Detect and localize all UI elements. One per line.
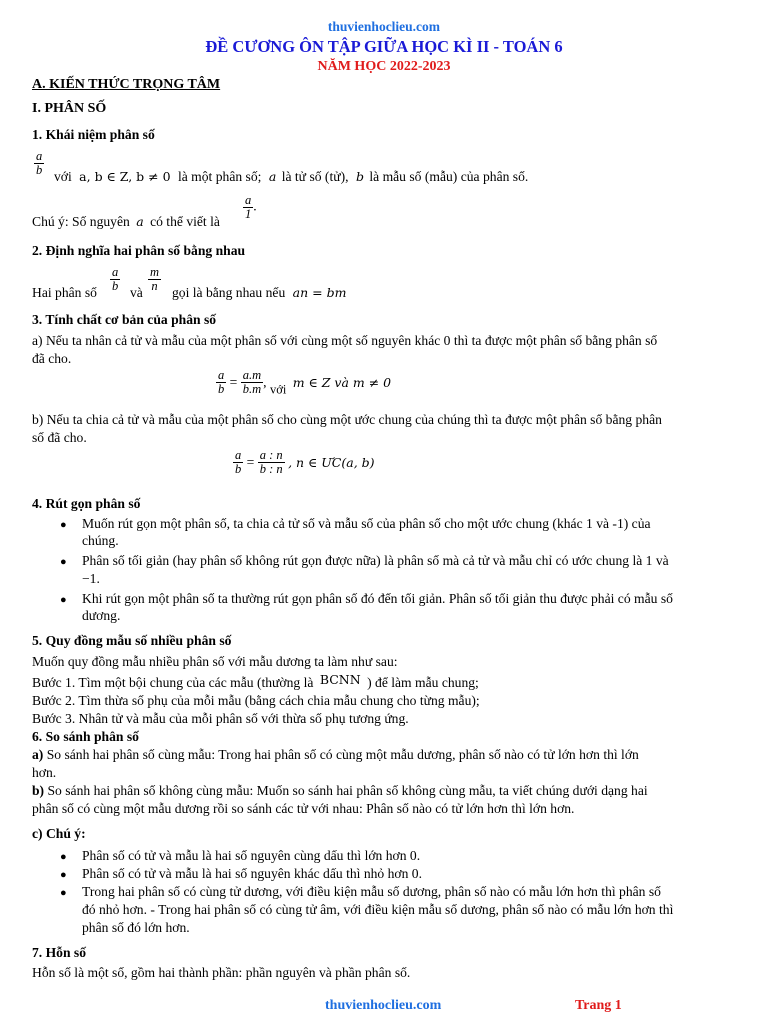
s6-c-bullet-2: Phân số có tử và mẫu là hai số nguyên khác dấu thì nhỏ hơn 0. [82, 866, 422, 881]
s5-heading: 5. Quy đồng mẫu số nhiều phân số [32, 633, 232, 648]
s7-text: Hỗn số là một số, gồm hai thành phần: phần nguyên và phần phân số. [32, 965, 411, 980]
bullet-icon: ● [60, 887, 67, 899]
part-i-heading: I. PHÂN SỐ [32, 101, 107, 116]
s5-intro: Muốn quy đồng mẫu nhiều phân số với mẫu dương ta làm như sau: [32, 654, 398, 669]
s6-c-bullet-3-line1: Trong hai phân số có cùng tử dương, với điều kiện mẫu số dương, phân số nào có mẫu lớn hơn thì phân số [82, 884, 661, 899]
s2-text-start: Hai phân số [32, 285, 97, 300]
s3-b-line1: b) Nếu ta chia cả tử và mẫu của một phân số cho cùng một ước chung của chúng thì ta được một phân số bằng phân [32, 412, 662, 427]
page-number: Trang 1 [575, 998, 622, 1013]
header-site[interactable]: thuvienhoclieu.com [327, 19, 441, 34]
s6-heading: 6. So sánh phân số [32, 729, 139, 744]
s3-a-line1: a) Nếu ta nhân cả tử và mẫu của một phân số với cùng một số nguyên khác 0 thì ta được một phân số bằng phân số [32, 333, 658, 348]
s6-b-line1: b) So sánh hai phân số không cùng mẫu: Muốn so sánh hai phân số không cùng mẫu, ta viết chúng dưới dạng hai [32, 783, 648, 798]
s3-formula-1: $\frac{a}{b}$ = $\frac{a.m}{b.m}$ , với m ∈ Z và m ≠ 0 [218, 368, 392, 397]
s4-bullet-2-line2: −1. [82, 571, 100, 586]
s1-line: với a, b ∈ Z, b ≠ 0 là một phân số; a là tử số (tử), b là mẫu số (mẫu) của phân số. [54, 169, 529, 184]
bullet-icon: ● [60, 556, 67, 568]
s3-heading: 3. Tính chất cơ bản của phân số [32, 312, 217, 327]
s3-b-line2: số đã cho. [32, 430, 87, 445]
s7-heading: 7. Hỗn số [32, 945, 87, 960]
s6-c-bullet-3-line2: đó nhỏ hơn. - Trong hai phân số có cùng tử âm, với điều kiện mẫu số dương, phân số nào có mẫu lớn hơn thì [82, 902, 674, 917]
s3-a-line2: đã cho. [32, 351, 72, 366]
s6-c-bullet-1: Phân số có tử và mẫu là hai số nguyên cùng dấu thì lớn hơn 0. [82, 848, 421, 863]
s3-formula-2: $\frac{a}{b}$ = $\frac{a : n}{b : n}$ , n ∈ ƯC(a, b) [235, 448, 375, 476]
bullet-icon: ● [60, 594, 67, 606]
s1-note-fraction: $\frac{a}{1}$ . [245, 193, 257, 221]
s6-a-line2: hơn. [32, 765, 57, 780]
s4-bullet-2-line1: Phân số tối giản (hay phân số không rút gọn được nữa) là phân số mà cả tử và mẫu chỉ có ước chung là 1 và [82, 553, 669, 568]
s6-b-line2: phân số có cùng một mẫu dương rồi so sánh các tử với nhau: Phân số nào có tử lớn hơn thì lớn hơn. [32, 801, 575, 816]
s5-step-1: Bước 1. Tìm một bội chung của các mẫu (thường là BCNN ) để làm mẫu chung; [32, 672, 479, 690]
s2-text-end: gọi là bằng nhau nếu an = bm [172, 285, 347, 300]
bullet-icon: ● [60, 519, 67, 531]
s4-bullet-3-line2: dương. [82, 608, 121, 623]
s6-c-heading: c) Chú ý: [32, 826, 86, 841]
footer-site-link[interactable]: thuvienhoclieu.com [325, 998, 442, 1013]
s1-note: Chú ý: Số nguyên a có thể viết là [32, 214, 220, 229]
s2-heading: 2. Định nghĩa hai phân số bằng nhau [32, 243, 246, 258]
school-year: NĂM HỌC 2022-2023 [317, 59, 451, 74]
s4-bullet-1-line2: chúng. [82, 533, 119, 548]
s6-a-line1: a) So sánh hai phân số cùng mẫu: Trong hai phân số có cùng một mẫu dương, phân số nào có tử lớn hơn thì lớn [32, 747, 639, 762]
s6-c-bullet-3-line3: phân số đó lớn hơn. [82, 920, 190, 935]
bullet-icon: ● [60, 869, 67, 881]
s4-heading: 4. Rút gọn phân số [32, 496, 141, 511]
s2-fraction-2: $\frac{m}{n}$ [150, 265, 160, 293]
document-title: ĐỀ CƯƠNG ÔN TẬP GIỮA HỌC KÌ II - TOÁN 6 [205, 37, 563, 56]
s4-bullet-3-line1: Khi rút gọn một phân số ta thường rút gọn phân số đó đến tối giản. Phân số tối giản thu được phải có mẫu số [82, 591, 673, 606]
s4-bullet-1-line1: Muốn rút gọn một phân số, ta chia cả tử số và mẫu số của phân số cho một ước chung (khác 1 và -1) của [82, 516, 651, 531]
s5-step-2: Bước 2. Tìm thừa số phụ của mỗi mẫu (bằng cách chia mẫu chung cho từng mẫu); [32, 693, 480, 708]
s5-step-3: Bước 3. Nhân tử và mẫu của mỗi phân số với thừa số phụ tương ứng. [32, 711, 409, 726]
s2-fraction-1: $\frac{a}{b}$ [112, 265, 119, 293]
section-a-heading: A. KIẾN THỨC TRỌNG TÂM [32, 77, 221, 92]
s1-heading: 1. Khái niệm phân số [32, 127, 155, 142]
s1-fraction: $\frac{a}{b}$ [36, 149, 43, 177]
bullet-icon: ● [60, 851, 67, 863]
s2-and: và [130, 285, 143, 300]
